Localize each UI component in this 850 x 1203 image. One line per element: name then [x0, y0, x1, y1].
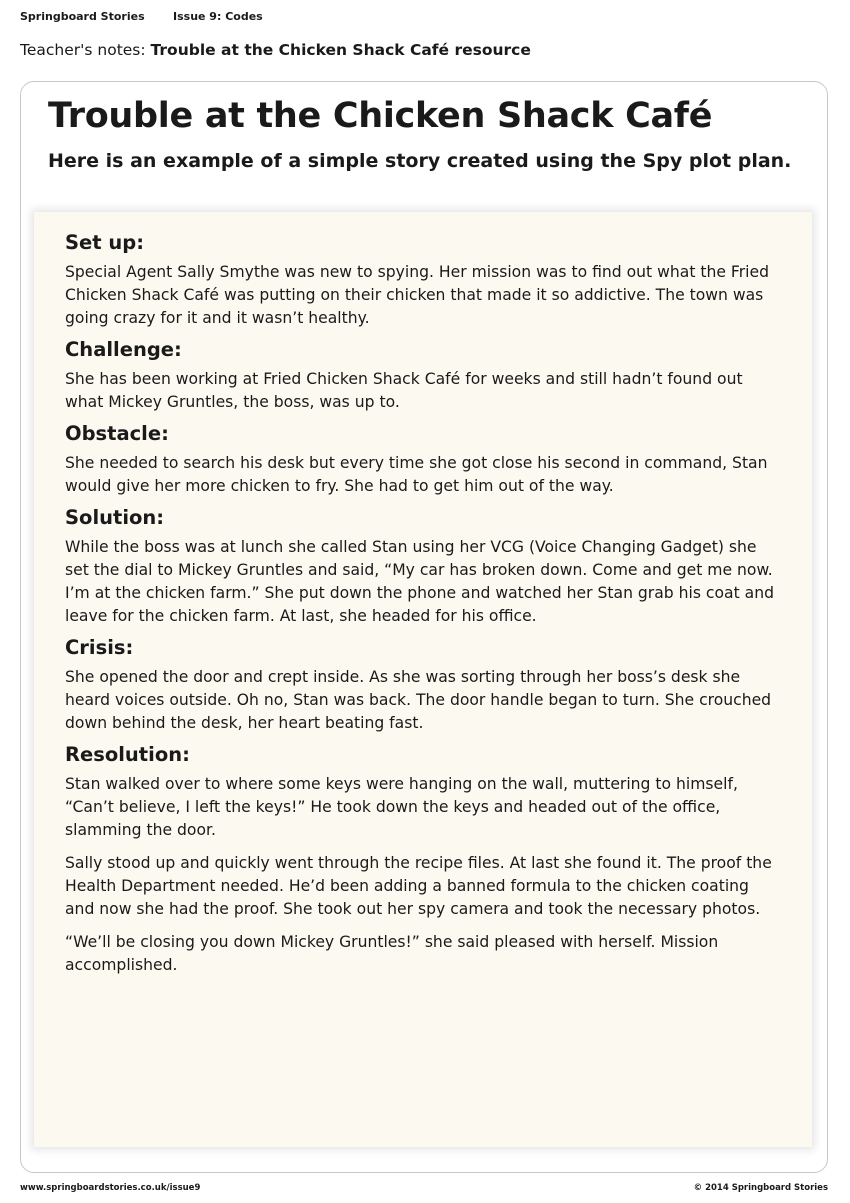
top-header: [20, 10, 263, 23]
story-section-set-up: [65, 230, 782, 330]
section-heading: Obstacle:: [65, 422, 169, 445]
story-section-solution: [65, 505, 782, 628]
page-subtitle: Here is an example of a simple story created using the Spy plot plan.: [48, 150, 792, 172]
section-paragraph: Sally stood up and quickly went through the recipe files. At last she found it. The proof the Health Department needed. He’d been adding a banned formula to the chicken coating and now she had the proof. She took out her spy camera and took the necessary photos.: [65, 854, 772, 918]
issue-label: Issue 9: Codes: [173, 10, 263, 23]
section-paragraph: She needed to search his desk but every time she got close his second in command, Stan would give her more chicken to fry. She had to get him out of the way.: [65, 454, 768, 495]
section-paragraph: She has been working at Fried Chicken Shack Café for weeks and still hadn’t found out what Mickey Gruntles, the boss, was up to.: [65, 370, 743, 411]
brand-name: Springboard Stories: [20, 10, 145, 23]
section-heading: Challenge:: [65, 338, 182, 361]
story-section-obstacle: [65, 421, 782, 498]
section-heading: Set up:: [65, 231, 145, 254]
teacher-notes-line: [20, 41, 531, 59]
section-heading: Crisis:: [65, 636, 134, 659]
page-title: Trouble at the Chicken Shack Café: [48, 96, 713, 136]
section-paragraph: While the boss was at lunch she called Stan using her VCG (Voice Changing Gadget) she set the dial to Mickey Gruntles and said, “My car has broken down. Come and get me now. I’m at the chicken farm.” She put down the phone and watched her Stan grab his coat and leave for the chicken farm. At last, she headed for his office.: [65, 538, 775, 625]
story-section-resolution: [65, 742, 782, 977]
story-box: [34, 212, 812, 1147]
story-section-crisis: [65, 635, 782, 735]
section-heading: Resolution:: [65, 743, 190, 766]
section-paragraph: “We’ll be closing you down Mickey Gruntles!” she said pleased with herself. Mission accomplished.: [65, 933, 719, 974]
notes-title: Trouble at the Chicken Shack Café resource: [150, 41, 531, 59]
footer-url: www.springboardstories.co.uk/issue9: [20, 1183, 201, 1193]
footer-copyright: © 2014 Springboard Stories: [693, 1183, 828, 1193]
notes-prefix: Teacher's notes:: [20, 41, 151, 59]
story-section-challenge: [65, 337, 782, 414]
section-paragraph: She opened the door and crept inside. As she was sorting through her boss’s desk she heard voices outside. Oh no, Stan was back. The door handle began to turn. She crouched down behind the desk, her heart beating fast.: [65, 668, 772, 732]
section-paragraph: Special Agent Sally Smythe was new to spying. Her mission was to find out what the Fried Chicken Shack Café was putting on their chicken that made it so addictive. The town was going crazy for it and it wasn’t healthy.: [65, 263, 770, 327]
section-heading: Solution:: [65, 506, 165, 529]
section-paragraph: Stan walked over to where some keys were hanging on the wall, muttering to himself, “Can’t believe, I left the keys!” He took down the keys and headed out of the office, slamming the door.: [65, 775, 738, 839]
